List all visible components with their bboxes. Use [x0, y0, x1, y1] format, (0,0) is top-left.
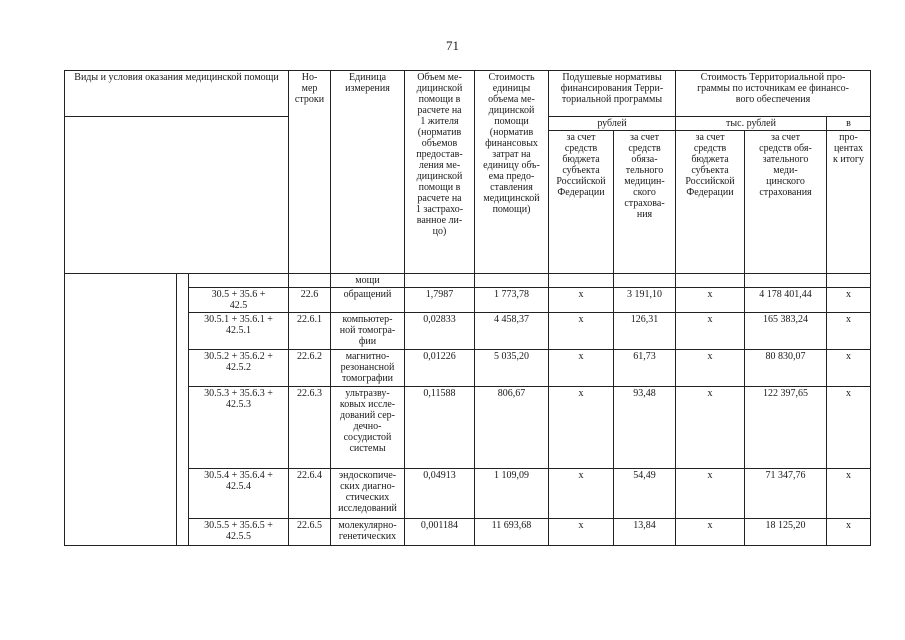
care-type-cell: [65, 274, 177, 546]
header-unit: Единица измерения: [331, 71, 405, 274]
row-number: 22.6: [289, 288, 331, 313]
row-unit: магнитно- резонансной томографии: [331, 350, 405, 387]
row-percent: x: [827, 313, 871, 350]
header-territorial-cost: Стоимость Территориальной про- граммы по источникам ее финансо- вого обеспечения: [676, 71, 871, 117]
row-oms-thousand: 71 347,76: [745, 469, 827, 519]
row-cost: 1 109,09: [475, 469, 549, 519]
row-oms-thousand: 122 397,65: [745, 387, 827, 469]
row-budget-thousand: x: [676, 313, 745, 350]
header-row-number: Но- мер строки: [289, 71, 331, 274]
row-oms-thousand: 80 830,07: [745, 350, 827, 387]
row-number: 22.6.2: [289, 350, 331, 387]
row-number: 22.6.5: [289, 519, 331, 546]
row-unit: эндоскопиче- ских диагно- стических исследований: [331, 469, 405, 519]
row-ref: 30.5.1 + 35.6.1 + 42.5.1: [189, 313, 289, 350]
row-oms-rub: 54,49: [614, 469, 676, 519]
row-oms-rub: 126,31: [614, 313, 676, 350]
row-oms-rub: 61,73: [614, 350, 676, 387]
row-budget-rub: x: [549, 469, 614, 519]
row-budget-rub: x: [549, 288, 614, 313]
row-ref: 30.5.2 + 35.6.2 + 42.5.2: [189, 350, 289, 387]
care-subtype-cell: [177, 274, 189, 546]
row-oms-rub: 93,48: [614, 387, 676, 469]
row-cost: 806,67: [475, 387, 549, 469]
page-number: 71: [446, 38, 459, 53]
header-oms-thousand: за счет средств обя- зательного меди- цинского страхования: [745, 131, 827, 274]
row-ref: 30.5 + 35.6 + 42.5: [189, 288, 289, 313]
row-percent: x: [827, 519, 871, 546]
row-percent: x: [827, 288, 871, 313]
row-budget-rub: x: [549, 313, 614, 350]
row-unit: компьютер- ной томогра- фии: [331, 313, 405, 350]
header-oms-rub: за счет средств обяза- тельного медицин- ского страхова- ния: [614, 131, 676, 274]
row-oms-rub: 3 191,10: [614, 288, 676, 313]
row-oms-thousand: 4 178 401,44: [745, 288, 827, 313]
row-number: 22.6.1: [289, 313, 331, 350]
row-percent: x: [827, 350, 871, 387]
row-ref: 30.5.4 + 35.6.4 + 42.5.4: [189, 469, 289, 519]
header-percent: про- центах к итогу: [827, 131, 871, 274]
row-number: 22.6.4: [289, 469, 331, 519]
header-budget-rub: за счет средств бюджета субъекта Российской Федерации: [549, 131, 614, 274]
row-budget-thousand: x: [676, 288, 745, 313]
num-cell-blank: [289, 274, 331, 288]
row-ref: 30.5.3 + 35.6.3 + 42.5.3: [189, 387, 289, 469]
row-cost: 11 693,68: [475, 519, 549, 546]
header-care-type: Виды и условия оказания медицинской помощи: [65, 71, 289, 117]
row-ref: 30.5.5 + 35.6.5 + 42.5.5: [189, 519, 289, 546]
row-volume: 0,001184: [405, 519, 475, 546]
row-budget-thousand: x: [676, 350, 745, 387]
row-unit: ультразву- ковых иссле- дований сер- дечно- сосудистой системы: [331, 387, 405, 469]
row-cost: 1 773,78: [475, 288, 549, 313]
header-volume: Объем ме- дицинской помощи в расчете на 1 жителя (норматив объемов предостав- ления ме- дицинской помощи в расчете на 1 застрахо- ванное ли- цо): [405, 71, 475, 274]
row-oms-rub: 13,84: [614, 519, 676, 546]
row-volume: 0,11588: [405, 387, 475, 469]
row-budget-rub: x: [549, 519, 614, 546]
row-cost: 4 458,37: [475, 313, 549, 350]
row-cost: 5 035,20: [475, 350, 549, 387]
row-unit: обращений: [331, 288, 405, 313]
row-volume: 0,01226: [405, 350, 475, 387]
header-care-type-blank: [65, 117, 289, 274]
row-volume: 0,02833: [405, 313, 475, 350]
row-volume: 0,04913: [405, 469, 475, 519]
row-unit: молекулярно- генетических: [331, 519, 405, 546]
row-percent: x: [827, 469, 871, 519]
medical-care-table: [64, 70, 871, 546]
row-volume: 1,7987: [405, 288, 475, 313]
unit-continuation: мощи: [331, 274, 405, 288]
header-in: в: [827, 117, 871, 131]
header-rubles: рублей: [549, 117, 676, 131]
row-budget-thousand: x: [676, 469, 745, 519]
row-budget-rub: x: [549, 350, 614, 387]
row-budget-thousand: x: [676, 387, 745, 469]
row-oms-thousand: 165 383,24: [745, 313, 827, 350]
header-budget-thousand: за счет средств бюджета субъекта Российской Федерации: [676, 131, 745, 274]
row-percent: x: [827, 387, 871, 469]
row-oms-thousand: 18 125,20: [745, 519, 827, 546]
header-per-capita: Подушевые нормативы финансирования Терри- ториальной программы: [549, 71, 676, 117]
row-number: 22.6.3: [289, 387, 331, 469]
row-budget-thousand: x: [676, 519, 745, 546]
header-thousand-rubles: тыс. рублей: [676, 117, 827, 131]
row-budget-rub: x: [549, 387, 614, 469]
ref-cell-blank: [189, 274, 289, 288]
header-cost: Стоимость единицы объема ме- дицинской помощи (норматив финансовых затрат на единицу объ- ема предо- ставления медицинской помощи): [475, 71, 549, 274]
